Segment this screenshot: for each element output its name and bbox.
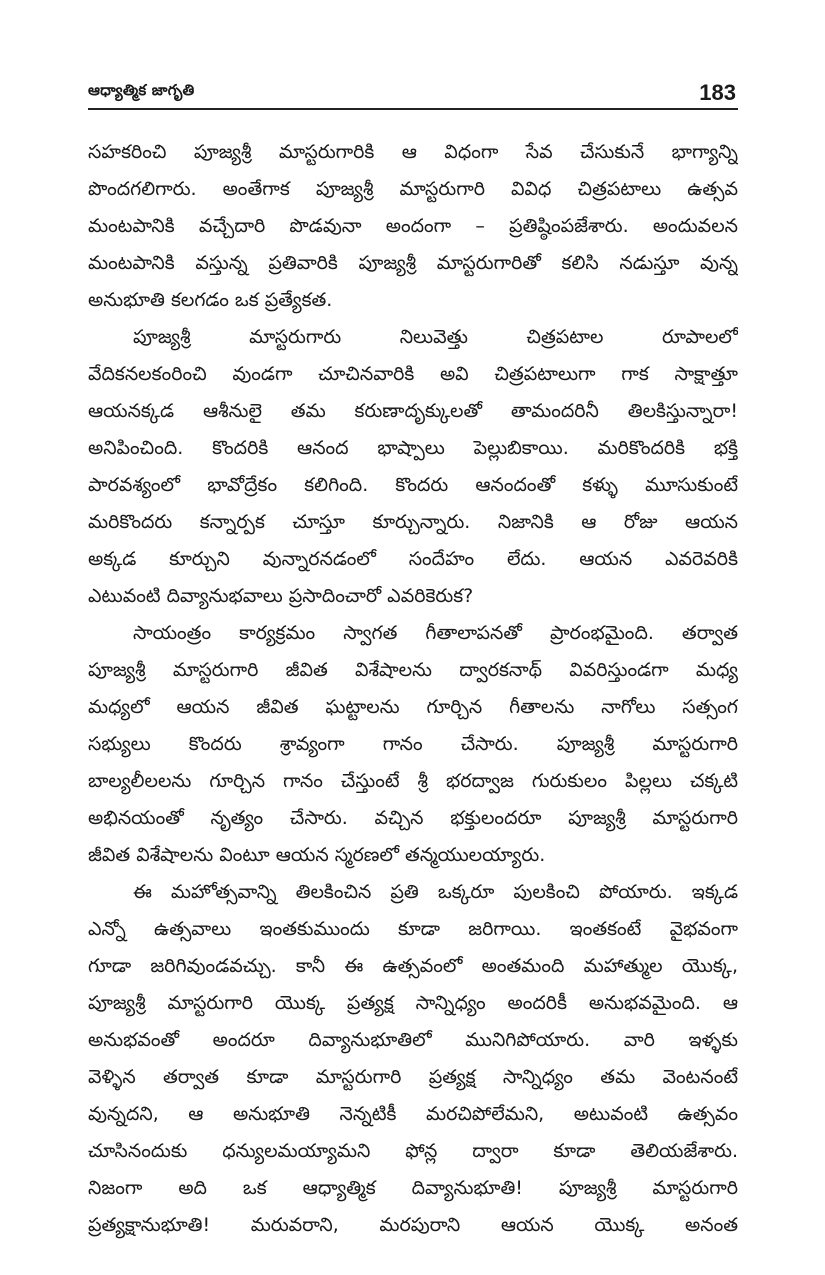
text-line: అనుభవంతో అందరూ దివ్యానుభూతిలో మునిగిపోయారు. వారి ఇళ్ళకు	[88, 1029, 738, 1051]
text-line: అక్కడ కూర్చుని వున్నారనడంలో సందేహం లేదు. ఆయన ఎవరెవరికి	[88, 548, 738, 570]
text-line: అనుభూతి కలగడం ఒక ప్రత్యేకత.	[88, 289, 333, 311]
text-line: గూడా జరిగివుండవచ్చు. కానీ ఈ ఉత్సవంలో అంతమంది మహాత్ముల యొక్క,	[88, 955, 738, 977]
text-line: వెళ్ళిన తర్వాత కూడా మాస్టరుగారి ప్రత్యక్ష సాన్నిధ్యం తమ వెంటనంటే	[88, 1066, 738, 1088]
text-line: ఈ మహోత్సవాన్ని తిలకించిన ప్రతి ఒక్కరూ పులకించి పోయారు. ఇక్కడ	[133, 881, 738, 903]
text-line: మరికొందరు కన్నార్పక చూస్తూ కూర్చున్నారు. నిజానికి ఆ రోజు ఆయన	[88, 511, 738, 533]
text-line: జీవిత విశేషాలను వింటూ ఆయన స్మరణలో తన్మయులయ్యారు.	[88, 844, 546, 866]
text-line: నిజంగా అది ఒక ఆధ్యాత్మిక దివ్యానుభూతి! పూజ్యశ్రీ మాస్టరుగారి	[88, 1177, 738, 1199]
text-line: పొందగలిగారు. అంతేగాక పూజ్యశ్రీ మాస్టరుగారి వివిధ చిత్రపటాలు ఉత్సవ	[88, 178, 738, 200]
body-text	[88, 134, 738, 1244]
text-line: బాల్యలీలలను గూర్చిన గానం చేస్తుంటే శ్రీ భరద్వాజ గురుకులం పిల్లలు చక్కటి	[88, 770, 738, 792]
text-line: అభినయంతో నృత్యం చేసారు. వచ్చిన భక్తులందరూ పూజ్యశ్రీ మాస్టరుగారి	[88, 807, 738, 829]
paragraph-1	[88, 134, 738, 319]
text-line: సహకరించి పూజ్యశ్రీ మాస్టరుగారికి ఆ విధంగా సేవ చేసుకునే భాగ్యాన్ని	[88, 141, 738, 163]
text-line: ఎటువంటి దివ్యానుభవాలు ప్రసాదించారో ఎవరికెరుక?	[88, 585, 474, 607]
page-header	[88, 72, 738, 110]
paragraph-3	[88, 615, 738, 874]
text-line: మధ్యలో ఆయన జీవిత ఘట్టాలను గూర్చిన గీతాలను నాగోలు సత్సంగ	[88, 696, 738, 718]
text-line: సాయంత్రం కార్యక్రమం స్వాగత గీతాలాపనతో ప్రారంభమైంది. తర్వాత	[133, 622, 738, 644]
running-title: ఆధ్యాత్మిక జాగృతి	[88, 81, 195, 99]
page-number: 183	[699, 80, 736, 105]
text-line: మంటపానికి వచ్చేదారి పొడవునా అందంగా – ప్రతిష్ఠింపజేశారు. అందువలన	[88, 215, 738, 237]
text-line: సభ్యులు కొందరు శ్రావ్యంగా గానం చేసారు. పూజ్యశ్రీ మాస్టరుగారి	[88, 733, 738, 755]
text-line: వేదికనలకంరించి వుండగా చూచినవారికి అవి చిత్రపటాలుగా గాక సాక్షాత్తూ	[88, 363, 738, 385]
text-line: వున్నదని, ఆ అనుభూతి నెన్నటికీ మరచిపోలేమని, అటువంటి ఉత్సవం	[88, 1103, 738, 1125]
text-line: ప్రత్యక్షానుభూతి! మరువరాని, మరపురాని ఆయన యొక్క అనంత	[88, 1214, 738, 1236]
text-line: పూజ్యశ్రీ మాస్టరుగారి యొక్క ప్రత్యక్ష సాన్నిధ్యం అందరికీ అనుభవమైంది. ఆ	[88, 992, 738, 1014]
paragraph-4	[88, 874, 738, 1244]
book-page	[88, 72, 738, 1236]
text-line: పారవశ్యంలో భావోద్రేకం కలిగింది. కొందరు ఆనందంతో కళ్ళు మూసుకుంటే	[88, 474, 738, 496]
text-line: ఎన్నో ఉత్సవాలు ఇంతకుముందు కూడా జరిగాయి. ఇంతకంటే వైభవంగా	[88, 918, 738, 940]
paragraph-2	[88, 319, 738, 615]
text-line: ఆయనక్కడ ఆశీనులై తమ కరుణాదృక్కులతో తామందరినీ తిలకిస్తున్నారా!	[88, 400, 738, 422]
text-line: పూజ్యశ్రీ మాస్టరుగారి జీవిత విశేషాలను ద్వారకనాథ్ వివరిస్తుండగా మధ్య	[88, 659, 738, 681]
text-line: పూజ్యశ్రీ మాస్టరుగారు నిలువెత్తు చిత్రపటాల రూపాలలో	[133, 326, 738, 348]
text-line: మంటపానికి వస్తున్న ప్రతివారికి పూజ్యశ్రీ మాస్టరుగారితో కలిసి నడుస్తూ వున్న	[88, 252, 738, 274]
text-line: అనిపించింది. కొందరికి ఆనంద భాష్పాలు పెల్లుబికాయి. మరికొందరికి భక్తి	[88, 437, 738, 459]
text-line: చూసినందుకు ధన్యులమయ్యామని ఫోన్ల ద్వారా కూడా తెలియజేశారు.	[88, 1140, 738, 1162]
